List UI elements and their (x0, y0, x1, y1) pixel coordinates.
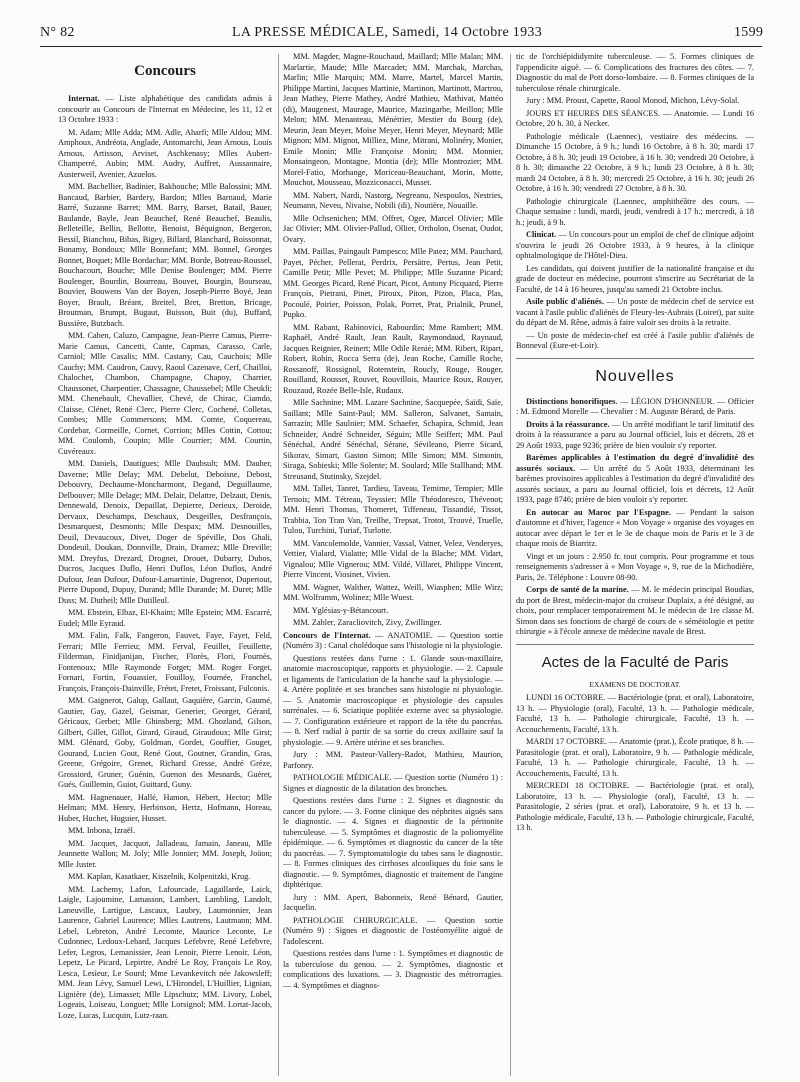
paragraph-text: — Un arrêté du 5 Août 1933, déterminant les barèmes provisoires applicables à l'estimation du degré d'invalidité des assurés sociaux, a paru au Journal officiel, lois et décrets, 12 Août 1933, page 8746; prière de bien vouloir s'y reporter. (516, 463, 754, 504)
section-title-concours: Concours (134, 63, 196, 79)
candidate-list-s: Mlle Sachnine; MM. Lazare Sachnine, Sacquepée, Saïdi, Saïe, Saillant; Mlle Saint-Paul; MM. Salleron, Salvanet, Samain, Sarrazin; Mlle Saulnier; MM. Schaefer, Schapira, Schmid, Jean Schneider, André Schneider, Séguin; Mlle Seiffert; MM. Paul Sénéchal, André Sénéchal, Sérane, Sévileano, Pierre Sicard, Sikorav, Simart, Gaston Simon; Mlle Simon; MM. Simonin, Siraga, Sobieski; Mlle Solente; M. Soulard; Mlle Stallhand; MM. Streusand, Stutinsky, Szejdel. (283, 398, 503, 481)
paragraph-text: — Pendant la saison d'automne et d'hiver, l'agence « Mon Voyage » organise des voyages en autocar avec départ le 1er et le 3e de chaque mois de Paris et le 3 de chaque mois de Biarritz. (516, 507, 754, 548)
paragraph (516, 230, 754, 262)
paragraph-text: JOURS ET HEURES DES SÉANCES. — Anatomie. — Lundi 16 Octobre, 20 h. 30, à Necker. (516, 108, 754, 128)
paragraph-text: — Un poste de médecin chef de service est vacant à l'asile public d'aliénés de Fleury-les-Aubrais (Loiret), par suite du départ de M. Rêne, admis à faire valoir ses droits à la retraite. (516, 297, 754, 327)
section-rule (516, 358, 754, 359)
section-title-actes: Actes de la Faculté de Paris (541, 653, 729, 671)
column-divider (510, 54, 511, 1076)
paragraph (516, 297, 754, 329)
examens-heading: EXAMENS DE DOCTORAT. (589, 679, 681, 689)
candidate-list-m: MM. Magder, Magne-Rouchaud, Maillard; Mlle Malan; MM. Marlartie, Maude; Mlle Marcadet; MM. Marchak, Marchas, Marlin; Mlle Marquis; MM. Marre, Martel, Marcel Martin, Philippe Martini, Jacques Martinie, Martinon, Martinott, Martrou, Jean Mathey, Pierre Mathey, André Mathieu, Mathivat, Mattéo (di), Maugenest, Maurage, Maurice, Mazingarbe, Meillon; Mlle Melon; MM. Menanteau, Ménétrier, Mestier du Bourg (de), Meurin, Jean Meyer, Moïse Meyer, Henri Meyer, Meynard; Mlle Mignon; MM. Mignot, Milliez, Mine, Mitrani, Molinéry, Monier, Emile Monin; Mlle Françoise Monin; MM. Monnier, Monsaingeon, Montagne, Montia (de); Mlle Montrozier; MM. Morel-Fatio, Morhange, Moriceau-Beauchant, Morin, Motte, Mouchot, Mousseau, Mozziconacci, Musset. (283, 52, 503, 187)
jury-text: Jury : MM. Apert, Babonneix, René Bénard, Gautier, Jacquelin. (283, 892, 503, 912)
section-title-nouvelles: Nouvelles (595, 367, 675, 385)
paragraph-text: Les candidats, qui doivent justifier de la nationalité française et du grade de docteur en médecine, pourront s'inscrire au Secrétariat de la Faculté, de 14 à 16 heures, jusqu'au samedi 21 Octobre inclus. (516, 263, 754, 294)
candidate-list-v: MM. Vancolemolde, Vannier, Vassal, Vatner, Velez, Venderyes, Vettier, Vialard, Vialatte; Mlle Vidal de la Blache; MM. Vidart, Vignalou; Mlle Vignerou; MM. Vildé, Villaret, Philippe Vincent, Pierre Vincent, Viosinet, Vivien. (283, 538, 503, 579)
candidate-list-l: MM. Lachemy, Lafon, Lafourcade, Lagaillarde, Laick, Laigle, Lajoumine, Lamasson, Lambert, Lambling, Landolt, Laneuville, Lartigue, Lascaux, Laubry, Laumonnier, Jean Laurence, Gabriel Laurence; Mlles Lautrens, Lautmann; MM. Lebel, Lebreton, André Lecomte, Maurice Leconte, Le Cudonnec, Ledoux-Lebard, Jacques Lefebvre, René Lefebvre, Lefer, Legros, Lemanissier, Jean Lenoir, Pierre Lenoir, Léon, Lepetz, Le Picard, Lepirtre, André Le Roy, François Le Roy, Lesca, Lesieur, Le Sourd; Mme Levankevitch née Jakowsleff; MM. Jean Lévy, Samuel Lewi, L'Hirondel, L'Huillier, Lignian, Lignière (de), Limasset; Mlle Lipschutz; MM. Livory, Lobel, Logeais, Loiseau, Longuet; Mlle Lorsignol; MM. Lortat-Jacob, Loze, Lucas, Lucquin, Lutz-raan. (58, 884, 272, 1020)
header-rule (40, 46, 762, 47)
paragraph-text: tic de l'orchiépididymite tuberculeuse. — 5. Formes cliniques de l'appendicite aiguë. — 6. Complications des fractures des côtes. — 7. Diagnostic du mal de Pott dorso-lombaire. — 8. Formes cliniques de la tuberculose rénale chirurgicale. (516, 52, 754, 93)
paragraph-text: — Un concours pour un emploi de chef de clinique adjoint s'ouvrira le jeudi 26 Octobre 1933, à 9 heures, à la clinique ophtalmologique de l'Hôtel-Dieu. (516, 230, 754, 260)
candidate-list-e: MM. Ebstein, Elbaz, El-Khaim; Mlle Epstein; MM. Escarré, Eudel; Mlle Eyraud. (58, 608, 272, 628)
candidate-list-z: MM. Zahler, Zaracliovitch, Zivy, Zwillinger. (293, 618, 442, 627)
column-3 (516, 52, 754, 1076)
candidate-list-i: MM. Inbona, Izraël. (68, 826, 136, 835)
candidate-list-d: MM. Daniels, Dautigues; Mlle Daubsult; MM. Dauher, Daverne; Mlle Delay; MM. Debelut, Deboisne, Debost, Debouvry, Dechaume-Moncharmont, Degand, Deguillaume, Delbouver; Mlle Delage; MM. Delair, Delattre, Delzaut, Denis, Dennewald, Denoix, Depaillat, Depierre, Derieux, Deroide, Dervaux, Deschamps, Deschaux, Desgeilles, Desfrançois, Desmarquest, Desmonts; Mlle Despax; MM. Desnouilles, Deuil, Devaucoux, Divet, Doger de Spéville, Dos Ghali, Dondeuil, Doukan, Donnville, Drain, Dramez; Mlle Dreville; MM. Dreyfus, Drezard, Drognet, Drouet, Dubarry, Dubos, Ducros, Jacques Duflo, Henri Duflos, Léon Duflos, André Dufour, Jean Dufour, Dufour-Lamartinie, Dugrenot, Dupertout, Pierre Dupond, Dupuy, Durand; Mlle Durande; M. Duret; Mlle Duss; M. Dutheil; Mlle Dutilleul. (58, 459, 272, 605)
paragraph-text: LUNDI 16 OCTOBRE. — Bactériologie (prat. et oral), Laboratoire, 13 h. — Physiologie (oral), Faculté, 13 h. — Pathologie médicale, Faculté, 13 h. — Pathologie chirurgicale, Faculté, 13 h. — Accouchements, Faculté, 13 h. (516, 693, 754, 734)
column-1 (58, 52, 272, 1076)
paragraph (58, 94, 272, 126)
paragraph-text: Pathologie chirurgicale (Laennec, amphithéâtre des cours. — Chaque semaine : lundi, mardi, jeudi, vendredi à 17 h.; mercredi, à 18 h.; jeudi, à 9 h. (516, 196, 754, 227)
section-rule (516, 644, 754, 645)
droits-heading: Droits à la réassurance. (526, 419, 610, 429)
paragraph (516, 453, 754, 506)
paragraph-text: — M. le médecin principal Boudias, du port de Brest, médecin-major du croiseur Duplaix, a été désigné, au choix, pour remplacer temporairement M. le médecin de 1re classe M. Simon dans ses fonctions de chargé de cours de « séméiologie et petite chirurgie » à l'école annexe de médecine navale de Brest. (516, 585, 754, 636)
paragraph-text: MARDI 17 OCTOBRE. — Anatomie (prat.), École pratique, 8 h. — Parasitologie (prat. et oral), Laboratoire, 9 h. — Pathologie médicale, Faculté, 13 h. — Pathologie chirurgicale, Faculté, 13 h. — Accouchements, Faculté, 13 h. (516, 737, 754, 778)
issue-number: N° 82 (40, 25, 75, 40)
page-number: 1599 (734, 25, 764, 40)
candidate-list-j: MM. Jacquet, Jacquot, Jalladeau, Jamain, Janeau, Mlle Jeannette Wallon; M. Joly; Mlle Jonnier; MM. Joseph, Joüon; Mlle Juster. (58, 838, 272, 869)
paragraph-text: Questions restées dans l'urne : 1. Symptômes et diagnostic de la tuberculose du genou. — 2. Symptômes, diagnostic et complications des luxations. — 3. Diagnostic des métrorragies. — 4. Symptômes et diagnos- (283, 949, 503, 990)
column-2 (283, 52, 503, 1076)
paragraph-text: Pathologie médicale (Laennec), vestiaire des médecins. — Dimanche 15 Octobre, à 9 h.; lundi 16 Octobre, à 8 h. 30; mardi 17 Octobre, à 8 h. 30; jeudi 19 Octobre, à 16 h. 30; vendredi 20 Octobre, à 8 h. 30; dimanche 22 Octobre, à 9 h.; lundi 23 Octobre, à 8 h. 30; mardi 24 Octobre, à 8 h. 30; mercredi 25 Octobre, à 16 h. 30; jeudi 26 Octobre, à 16 h. 30; vendredi 27 Octobre, à 8 h. 30. (516, 131, 754, 193)
candidate-list-w: MM. Wagner, Walther, Wattez, Weill, Wiasphen; Mlle Wirz; MM. Wolframm, Wolinez; Mlle Wuest. (283, 582, 503, 602)
candidate-list-a: M. Adam; Mlle Adda; MM. Adle, Aharfi; Mlle Aldou; MM. Amphoux, Andréota, Anglade, Antomarchi, Jean Arnous, Louis Arnous, Artisson, Arviset, Aschkenasy; Mlles Aubert-Champerré, Aubin; MM. Audry, Auffret, Aussannaire, Austerweil, Avenier, Azuelos. (58, 127, 272, 179)
candidate-list-c: MM. Cahen, Caluzo, Campagne, Jean-Pierre Camus, Pierre-Marie Camus, Cancetti, Cante, Capmas, Carasso, Carle, Carniol; Mlle Casalis; MM. Castany, Cau, Cauchois; Mlle Cauchy; MM. Caudron, Cauvy, Raoul Cazenave, Cerf, Chailloi, Chalochet, Chambon, Champagne, Chapoy, Charrier, Chaussonet, Charpentier, Chassagne, Chaussebel; Mlle Cheukli; MM. Chenebault, Chevallier, Chevé, de Chirac, Ciamdo, Claisse, Clénet, René Clerc, Pierre Clerc, Cochené, Colletas, Combes; Mlle Commersons; MM. Comte, Coquereau, Cordebar, Cormeille, Cornet, Corrion; Mlles Cottin, Cottou; MM. Coulomb, Coupin; Mlle Courrier; MM. Courtin, Cuvéreaux. (58, 331, 272, 456)
paragraph-text: PATHOLOGIE CHIRURGICALE. — Question sortie (Numéro 9) : Signes et diagnostic de l'ostéomyélite aiguë de l'adolescent. (283, 915, 503, 946)
marine-heading: Corps de santé de la marine. (526, 585, 629, 594)
jury-text: Jury : MM. Proust, Capette, Raoul Monod, Michon, Lévy-Solal. (526, 96, 740, 105)
paragraph-text: PATHOLOGIE MÉDICALE. — Question sortie (Numéro 1) : Signes et diagnostic de la dilatation des bronches. (283, 773, 503, 793)
jury-text: Jury : MM. Pasteur-Vallery-Radot, Mathieu, Maurion, Parfonry. (283, 750, 503, 770)
candidate-list-g: MM. Gaignerot, Galup, Gallaut, Gaquière, Garcin, Gaumé, Gautier, Gay, Gazel, Geismar, Generier, Georget, Gérard, Géricaux, Gerbet; Mlle Ghinsberg; MM. Ghozland, Gilson, Gilbert, Gillet, Gillot, Girard, Giraud, Giraudoux; Mlle Girst; MM. Glénard, Goby, Goldman, Gordet, Gouffier, Gouget, Gourand, Lucien Gout, René Gout, Goutner, Grandin, Gras, Greene, Grégoire, Grenet, Richard Gresse, André Grèze, Grossiord, Gruner, Guénin, Guenon des Mesnards, Guéret, Gués, Guillemin, Guiot, Guittard, Guny. (58, 696, 272, 789)
baremes-heading: Barèmes applicables à l'estimation du degré d'invalidité des assurés sociaux. (516, 453, 754, 473)
candidate-list-b: MM. Bachellier, Badinier, Bakhouche; Mlle Balossini; MM. Bancaud, Barbier, Bardery, Bardon; Mlles Barnaud, Marie Barré, Suzanne Barret; MM. Barry, Barset, Batail, Bauer, Baulande, Bayle, Jean Beauchef, René Beauchef, Beaulis, Belleteille, Bellin, Bellotte, Benoist, Béquignon, Bergeron, Bessil, Bianchou, Bibas, Bigey, Billard, Blanchard, Boissonnat, Bonamy, Bondoux; Mlle Bonnefant; MM. Bonnel, Georges Bonnet, Boquet; Mlle Bordachar; MM. Borde, Botreau-Roussel, Bouchacourt, Bouche; Mlle Denise Boulenger; MM. Pierre Boulenger, Bourdin, Bourreau, Bouvet, Bourgin, Bourseau, Bouvier, Bouwens Van der Boyen, Joseph-Pierre Boyé, Jean Boyer, Brault, Bréant, Breitel, Bret, Bretton, Bricage, Broutman, Brumpt, Bugaut, Buisson, Buit (du), Buffard, Bussière, Butzbach. (58, 182, 272, 328)
paragraph-text: — Liste alphabétique des candidats admis à concourir au Concours de l'Internat en Médecine, les 11, 12 et 13 Octobre 1933 : (58, 94, 272, 124)
candidate-list-h: MM. Hagnenauer, Hallé, Hamon, Hébert, Hector; Mlle Helman; MM. Henry, Herbinson, Hertz, Hofmann, Horeau, Huber, Huchet, Huguier, Husset. (58, 792, 272, 823)
paragraph-text: — LÉGION D'HONNEUR. — Officier : M. Edmond Morelle — Chevalier : M. Auguste Bérard, de Paris. (516, 396, 754, 416)
paragraph (283, 631, 503, 652)
internat-heading: Internat. (68, 94, 100, 103)
candidate-list-k: MM. Kaplan, Kasatkaer, Kiszelnik, Kolpenitzki, Krug. (68, 872, 251, 881)
paragraph-text: Questions restées dans l'urne : 2. Signes et diagnostic du cancer du pylore. — 3. Forme clinique des néphrites aiguës sans le diagnostic. — 4. Signes et diagnostic de la péritonite tuberculeuse. — 5. Symptômes et diagnostic de la poliomyélite épidémique. — 6. Symptômes et diagnostic du cancer de la tête du pancréas. — 7. Symptomatologie du tabes sans le diagnostic. — 8. Formes cliniques des cirrhoses alcooliques du foie sans le diagnostic. — 9. Symptômes, diagnostic et traitement de l'angine diphtérique. (283, 796, 503, 889)
paragraph (516, 508, 754, 550)
column-divider (278, 54, 279, 1076)
running-title: LA PRESSE MÉDICALE, Samedi, 14 Octobre 1933 (232, 25, 542, 40)
candidate-list-r: MM. Rabant, Rabinovici, Rabourdin; Mme Rambert; MM. Raphaël, André Rault, Jean Rault, Raymondaud, Raynaud, Jacques Reignier, Reinert; Mlle Odile Renié; MM. Ribert, Ripart, Robert, Robin, Rocca Serra (de), Jean Roche, Camille Roche, Rossanoff, Rossignol, Rotenstein, Roucly, Rouge, Rouger, Rouilland, Rousset, Rouvet, Rouvillois, Maurice Roux, Rouyer, Rouzaud, Rozée Belle-Isle, Rudaux. (283, 322, 503, 395)
paragraph-text: Questions restées dans l'urne : 1. Glande sous-maxillaire, anatomie macroscopique, rapports et physiologie. — 2. Capsule et ligaments de l'articulation de la hanche sauf la physiologie. — 4. Artère poplitée et ses branches sans histologie ni physiologie. — 5. Anatomie macroscopique et physiologie des capsules surrénales. — 6. Sciatique poplitée externe avec sa physiologie. — 7. Configuration extérieure et rapport de la tête du pancréas. — 8. Nerf radial à partir de sa sortie du creux axillaire sauf la physiologie. — 9. Artère utérine et ses branches. (283, 653, 503, 747)
distinctions-heading: Distinctions honorifiques. (526, 396, 618, 406)
candidate-list-y: MM. Yglésias-y-Bétancourt. (293, 605, 389, 615)
candidate-list-n: MM. Nabert, Nardi, Nastorg, Negreanu, Nespoulos, Nestries, Neumann, Neveu, Nivaise, Nobili (di), Noutière, Nouaille. (283, 190, 503, 210)
candidate-list-o: Mlle Ochsenichen; MM. Offret, Oger, Marcel Olivier; Mlle Jac Olivier; MM. Olivier-Pallud, Ollier, Ortholon, Osenat, Oudot, Ovary. (283, 213, 503, 244)
paragraph-text: Vingt et un jours : 2.950 fr. tout compris. Pour programme et tous renseignements s'adresser à « Mon Voyage », 9, rue de la Michodière, Paris, 2e. Téléphone : Louvre 08-90. (516, 551, 754, 582)
paragraph (516, 585, 754, 638)
paragraph-text: — Un poste de médecin-chef est créé à l'asile public d'aliénés de Bonneval (Eure-et-Loir). (516, 330, 754, 350)
clinicat-heading: Clinicat. (526, 230, 557, 239)
paragraph (516, 397, 754, 418)
asile-heading: Asile public d'aliénés. (526, 297, 604, 306)
paragraph-text: — ANATOMIE. — Question sortie (Numéro 3) : Canal cholédoque sans l'histologie ni la physiologie. (283, 630, 503, 650)
candidate-list-f: MM. Falin, Falk, Fangeron, Fauvet, Faye, Fayet, Feld, Ferrari; Mlle Ferrieu; MM. Ferval, Feuillet, Feuillette, Filderman, Finidjanijan, Fischer, Florès, Flori, Fournès, Fontenoux; Mlle Raymonde Forget; MM. Roger Forget, Fornari, Fortin, Fouassier, Fouilloy, Fournée, Franchel, François, François-Dainville, Frétet, Fretet, Froissant, Fulconis. (58, 631, 272, 693)
maroc-heading: En autocar au Maroc par l'Espagne. (526, 507, 671, 517)
candidate-list-t: MM. Tallet, Tanret, Tardieu, Taveau, Temime, Tempier; Mlle Ternois; MM. Tétreau, Teyssier; Mlle Théodoresco, Thévenot; MM. Henri Thomas, Thomeret, Tiffeneau, Tissandié, Tissot, Trabbia, Ton Tran Van, Treilhe, Trepsat, Trotot, Trouvé, Truelle, Tulou, Turchini, Turiaf, Turlotte. (283, 484, 503, 535)
candidate-list-p: MM. Paillas, Paingault Pampesco; Mlle Patez; MM. Pauchard, Payet, Pécher, Pellerat, Perdrix, Persätre, Pertus, Jean Petit, Camille Petit; Mlle Pevet; M. Philippe; Mlle Suzanne Picard; MM. Georges Picard, René Picart, Picot, Antony Picquard, Pierre François, Pietrani, Pinet, Piroux, Piton, Pizon, Placa, Plas, Pocoulé, Poirier, Poisson, Polak, Porret, Prat, Prialnik, Prunel, Pupko. (283, 247, 503, 319)
concours-internat-heading: Concours de l'Internat. (283, 630, 371, 640)
paragraph-text: MERCREDI 18 OCTOBRE. — Bactériologie (prat. et oral), Laboratoire, 13 h. — Physiologie (oral), Faculté, 13 h. — Parasitologie, 2 séries (prat. et oral), Laboratoire, 9 h. et 13 h. — Pathologie médicale, Faculté, 13 h. — Pathologie chirurgicale, Faculté, 13 h. (516, 781, 754, 832)
paragraph (516, 420, 754, 452)
paragraph-text: — Un arrêté modifiant le tarif limitatif des droits à la réassurance a paru au Journal officiel, lois et décrets, 28 et 29 Août 1933, page 9236; prière de bien vouloir s'y reporter. (516, 419, 754, 450)
